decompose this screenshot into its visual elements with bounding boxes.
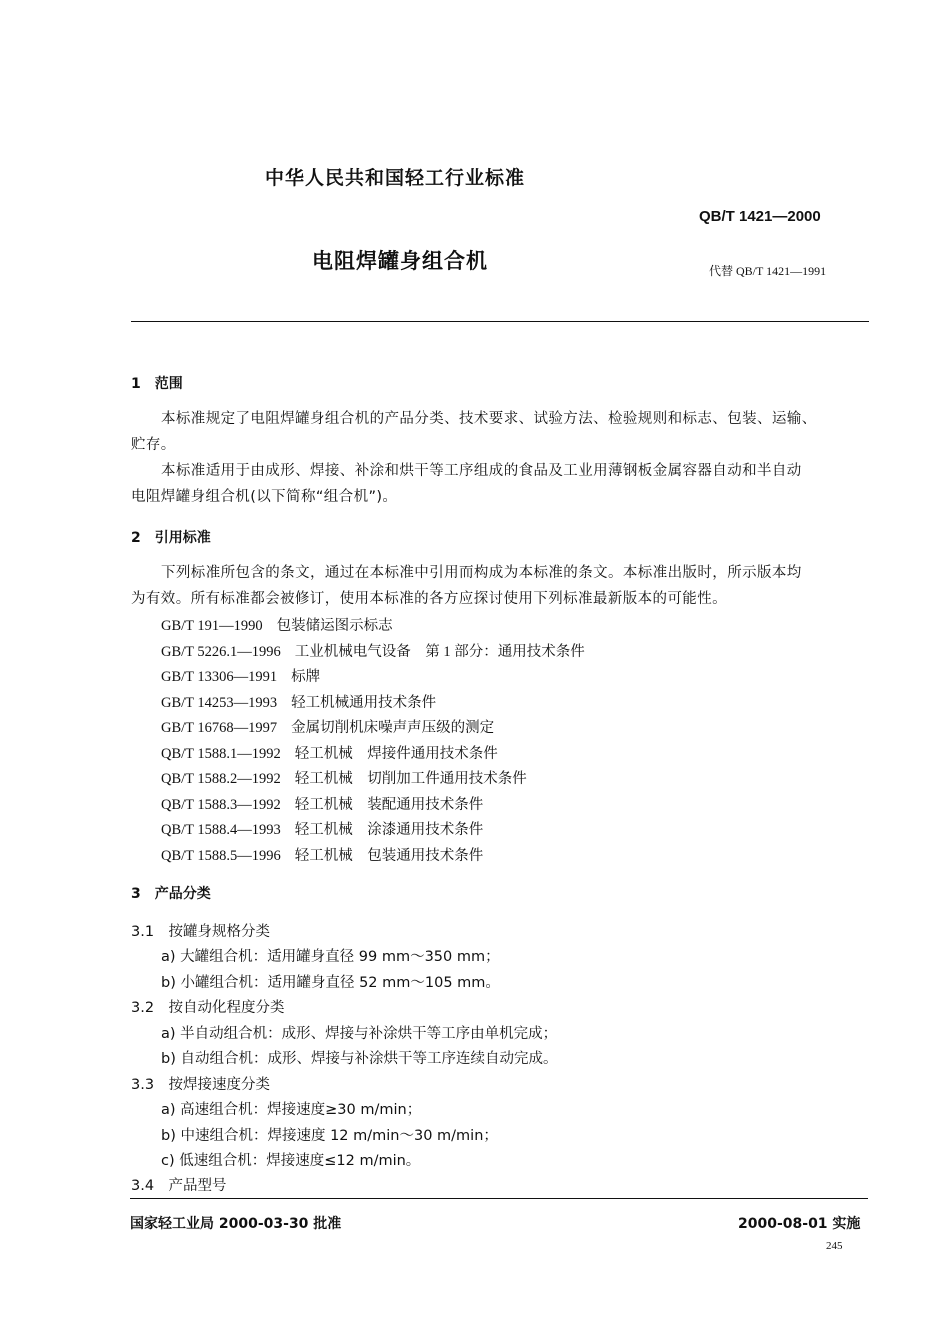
- reference-item: [161, 793, 483, 814]
- standard-title: 中华人民共和国轻工行业标准: [265, 167, 526, 189]
- section-2-para-line-2: 为有效。所有标准都会被修订，使用本标准的各方应探讨使用下列标准最新版本的可能性。: [131, 591, 727, 607]
- reference-item: [161, 640, 585, 661]
- reference-code: QB/T 1588.4—1993: [161, 822, 281, 838]
- section-3-1-item-a: a) 大罐组合机：适用罐身直径 99 mm～350 mm；: [161, 949, 500, 965]
- effective-date: 2000-08-01 实施: [738, 1216, 861, 1232]
- page-number: 245: [826, 1240, 843, 1252]
- section-1-para-1-line-1: 本标准规定了电阻焊罐身组合机的产品分类、技术要求、试验方法、检验规则和标志、包装、运输、: [161, 411, 817, 427]
- section-1-heading: 1 范围: [131, 376, 183, 392]
- reference-item: [161, 767, 527, 788]
- reference-code: QB/T 1588.1—1992: [161, 746, 281, 762]
- reference-item: [161, 818, 483, 839]
- section-2-heading: 2 引用标准: [131, 530, 211, 546]
- reference-item: [161, 716, 494, 737]
- reference-title: 工业机械电气设备 第 1 部分：通用技术条件: [294, 644, 585, 660]
- header-divider: [131, 321, 869, 322]
- section-1-para-2-line-2: 电阻焊罐身组合机(以下简称“组合机”)。: [131, 489, 398, 505]
- replaces-note: 代替 QB/T 1421—1991: [709, 264, 827, 278]
- section-3-3-heading: 3.3 按焊接速度分类: [131, 1077, 271, 1093]
- standard-code: QB/T 1421—2000: [699, 208, 821, 225]
- reference-item: [161, 691, 436, 712]
- reference-code: QB/T 1588.2—1992: [161, 771, 281, 787]
- reference-title: 轻工机械通用技术条件: [291, 695, 437, 711]
- reference-item: [161, 614, 393, 635]
- reference-title: 包装储运图示标志: [276, 618, 393, 634]
- reference-title: 轻工机械 切削加工件通用技术条件: [294, 771, 527, 787]
- section-3-1-item-b: b) 小罐组合机：适用罐身直径 52 mm～105 mm。: [161, 975, 500, 991]
- section-2-para-line-1: 下列标准所包含的条文，通过在本标准中引用而构成为本标准的条文。本标准出版时，所示版本均: [161, 565, 802, 581]
- reference-code: GB/T 5226.1—1996: [161, 644, 281, 660]
- footer-divider: [130, 1198, 868, 1199]
- document-title: 电阻焊罐身组合机: [312, 249, 488, 273]
- reference-title: 轻工机械 涂漆通用技术条件: [294, 822, 484, 838]
- reference-title: 轻工机械 焊接件通用技术条件: [294, 746, 498, 762]
- section-1-para-2-line-1: 本标准适用于由成形、焊接、补涂和烘干等工序组成的食品及工业用薄钢板金属容器自动和半自动: [161, 463, 802, 479]
- section-3-3-item-c: c) 低速组合机：焊接速度≤12 m/min。: [161, 1153, 421, 1169]
- reference-code: GB/T 14253—1993: [161, 695, 278, 711]
- reference-title: 标牌: [291, 669, 321, 685]
- reference-code: QB/T 1588.5—1996: [161, 848, 281, 864]
- reference-title: 轻工机械 装配通用技术条件: [294, 797, 484, 813]
- reference-code: GB/T 191—1990: [161, 618, 263, 634]
- approval-note: 国家轻工业局 2000-03-30 批准: [130, 1216, 342, 1232]
- reference-code: GB/T 13306—1991: [161, 669, 278, 685]
- section-3-2-heading: 3.2 按自动化程度分类: [131, 1000, 285, 1016]
- reference-title: 金属切削机床噪声声压级的测定: [291, 720, 495, 736]
- section-1-para-1-line-2: 贮存。: [131, 437, 176, 453]
- reference-item: [161, 742, 498, 763]
- reference-code: QB/T 1588.3—1992: [161, 797, 281, 813]
- reference-title: 轻工机械 包装通用技术条件: [294, 848, 484, 864]
- section-3-2-item-b: b) 自动组合机：成形、焊接与补涂烘干等工序连续自动完成。: [161, 1051, 558, 1067]
- section-3-heading: 3 产品分类: [131, 886, 211, 902]
- section-3-1-heading: 3.1 按罐身规格分类: [131, 924, 271, 940]
- section-3-2-item-a: a) 半自动组合机：成形、焊接与补涂烘干等工序由单机完成；: [161, 1026, 558, 1042]
- section-3-3-item-b: b) 中速组合机：焊接速度 12 m/min～30 m/min；: [161, 1128, 498, 1144]
- reference-item: [161, 844, 483, 865]
- reference-code: GB/T 16768—1997: [161, 720, 278, 736]
- section-3-3-item-a: a) 高速组合机：焊接速度≥30 m/min；: [161, 1102, 422, 1118]
- reference-item: [161, 665, 320, 686]
- section-3-4-heading: 3.4 产品型号: [131, 1178, 227, 1194]
